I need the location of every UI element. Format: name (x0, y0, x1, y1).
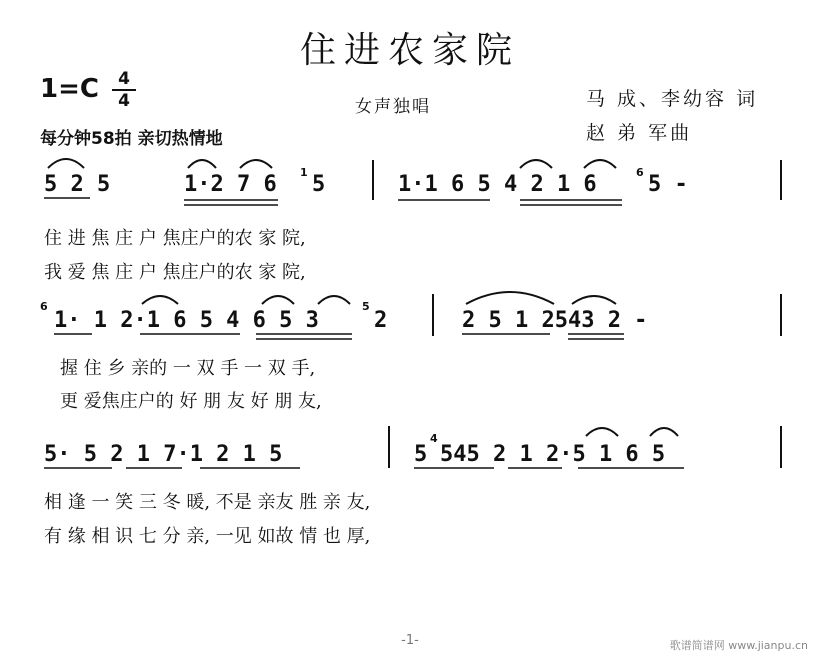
note-group: 5 - (648, 172, 688, 197)
tempo-marking: 每分钟58拍 亲切热情地 (40, 129, 223, 149)
note-group: 5 (414, 442, 428, 467)
grace-note: 6 (636, 166, 644, 179)
lyric-line: 握 住 乡 亲的 一 双 手 一 双 手, (60, 358, 316, 379)
slur (142, 296, 178, 304)
key-signature: 1=C (40, 74, 99, 104)
slur (240, 160, 272, 168)
grace-note: 6 (40, 300, 48, 313)
note-group: 1· 1 2·1 6 5 4 6 5 3 (54, 308, 319, 333)
lyricist-credit: 马 成、李幼容 词 (586, 88, 759, 110)
composer-credit: 赵 弟 军曲 (586, 122, 693, 144)
slur (466, 292, 554, 304)
note-group: 2 5 1 2543 2 - (462, 308, 648, 333)
lyric-line: 我 爱 焦 庄 户 焦庄户的农 家 院, (44, 262, 306, 283)
site-watermark: 歌谱简谱网 www.jianpu.cn (669, 639, 808, 652)
lyric-line: 相 逢 一 笑 三 冬 暖, 不是 亲友 胜 亲 友, (44, 492, 371, 513)
grace-note: 5 (362, 300, 370, 313)
grace-note: 1 (300, 166, 308, 179)
meter-top: 4 (118, 69, 130, 89)
meter-bottom: 4 (118, 91, 130, 111)
note-group: 1·1 6 5 4 2 1 6 (398, 172, 597, 197)
grace-note: 4 (430, 432, 438, 445)
lyric-line: 有 缘 相 识 七 分 亲, 一见 如故 情 也 厚, (44, 526, 371, 547)
song-title: 住进农家院 (299, 30, 520, 71)
slur (650, 428, 678, 436)
lyric-line: 住 进 焦 庄 户 焦庄户的农 家 院, (44, 228, 306, 249)
slur (318, 296, 350, 304)
slur (520, 160, 552, 168)
lyric-line: 更 爱焦庄户的 好 朋 友 好 朋 友, (60, 391, 322, 412)
slur (584, 160, 616, 168)
note-group: 2 (374, 308, 388, 333)
note-group: 1·2 7 6 (184, 172, 277, 197)
page-number: -1- (401, 633, 419, 648)
note-group: 5 2 5 (44, 172, 111, 197)
slur (48, 159, 84, 168)
note-group: 545 2 1 2·5 1 6 5 (440, 442, 666, 467)
slur (586, 428, 618, 436)
performance-type: 女声独唱 (355, 97, 431, 117)
slur (262, 296, 294, 304)
note-group: 5 (312, 172, 326, 197)
note-group: 5· 5 2 1 7·1 2 1 5 (44, 442, 283, 467)
slur (572, 296, 616, 304)
slur (188, 160, 216, 168)
